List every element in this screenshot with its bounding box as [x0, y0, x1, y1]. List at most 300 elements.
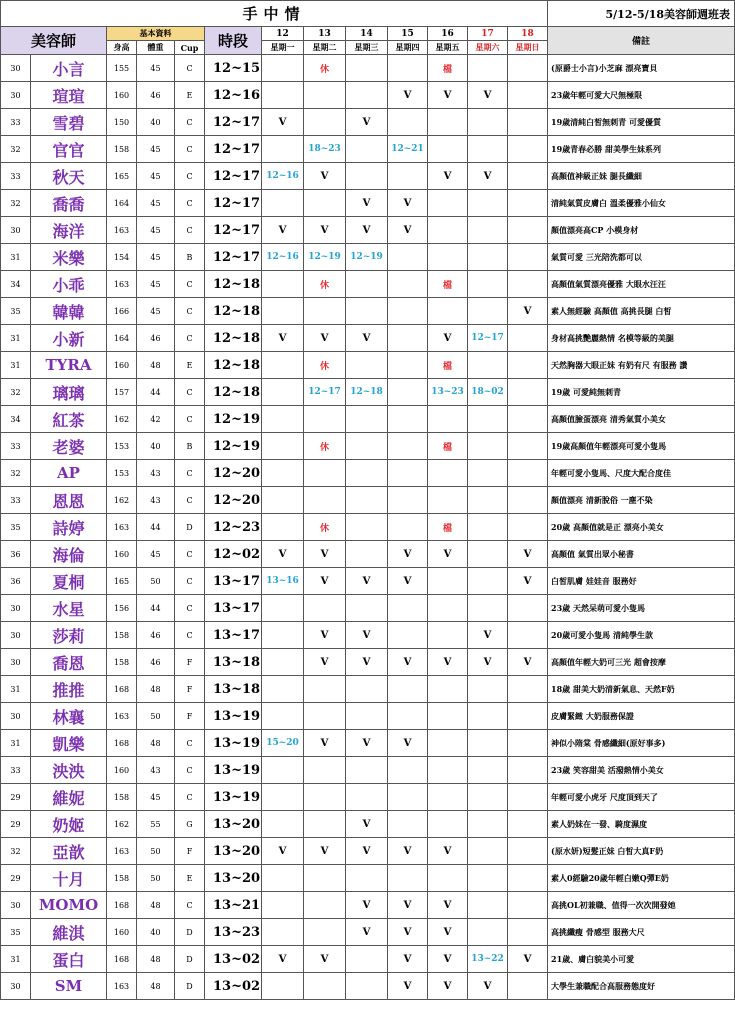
day-cell: [508, 676, 548, 703]
day-cell: [468, 244, 508, 271]
remark-cell: 19歲青春必勝 甜美學生妹系列: [548, 136, 735, 163]
table-row: [1, 136, 735, 163]
age-cell: 30: [1, 595, 31, 622]
day-cell: [304, 757, 346, 784]
table-row: [1, 703, 735, 730]
beautician-name: 海倫: [31, 541, 107, 568]
day-cell: 休: [304, 352, 346, 379]
cup-cell: C: [175, 325, 205, 352]
weekday-mon: 星期一: [262, 41, 304, 55]
beautician-name: 官官: [31, 136, 107, 163]
height-cell: 158: [107, 649, 137, 676]
day-cell: [262, 892, 304, 919]
day-cell: V: [304, 163, 346, 190]
day-num-12: 12: [262, 27, 304, 41]
age-cell: 30: [1, 703, 31, 730]
day-cell: [508, 730, 548, 757]
day-cell: [508, 811, 548, 838]
day-cell: [346, 298, 388, 325]
weekday-sun: 星期日: [508, 41, 548, 55]
height-cell: 155: [107, 55, 137, 82]
remark-cell: 19歲 可愛純無刺青: [548, 379, 735, 406]
age-cell: 36: [1, 541, 31, 568]
day-cell: [304, 460, 346, 487]
beautician-name: 小乖: [31, 271, 107, 298]
day-cell: [468, 136, 508, 163]
remark-cell: 年輕可愛小虎牙 尺度頂到天了: [548, 784, 735, 811]
day-cell: [428, 595, 468, 622]
period-header: 時段: [205, 27, 262, 55]
period-cell: 12~16: [205, 82, 262, 109]
weight-cell: 43: [137, 757, 175, 784]
day-cell: [428, 109, 468, 136]
day-cell: V: [304, 541, 346, 568]
period-cell: 12~18: [205, 379, 262, 406]
day-cell: [262, 298, 304, 325]
day-cell: V: [428, 82, 468, 109]
period-cell: 12~20: [205, 487, 262, 514]
day-cell: [428, 811, 468, 838]
table-row: [1, 433, 735, 460]
weight-cell: 43: [137, 460, 175, 487]
day-cell: [428, 190, 468, 217]
age-cell: 34: [1, 406, 31, 433]
cup-cell: C: [175, 784, 205, 811]
height-cell: 158: [107, 136, 137, 163]
weight-cell: 44: [137, 514, 175, 541]
day-cell: [346, 703, 388, 730]
cup-cell: C: [175, 487, 205, 514]
day-cell: V: [304, 838, 346, 865]
day-cell: [508, 460, 548, 487]
remark-cell: 皮膚緊緻 大奶服務保證: [548, 703, 735, 730]
cup-cell: D: [175, 919, 205, 946]
day-cell: V: [388, 730, 428, 757]
day-cell: V: [468, 622, 508, 649]
day-cell: V: [304, 325, 346, 352]
weight-cell: 44: [137, 595, 175, 622]
age-cell: 35: [1, 919, 31, 946]
weight-cell: 45: [137, 136, 175, 163]
day-cell: [428, 757, 468, 784]
height-cell: 160: [107, 757, 137, 784]
day-cell: 12~17: [304, 379, 346, 406]
table-row: [1, 919, 735, 946]
table-row: [1, 946, 735, 973]
day-cell: V: [508, 298, 548, 325]
remark-cell: (原爵士小言)小芝麻 漂亮寶貝: [548, 55, 735, 82]
remark-cell: 高顏值年輕大奶可三光 超會按摩: [548, 649, 735, 676]
weekday-thu: 星期四: [388, 41, 428, 55]
weight-cell: 40: [137, 919, 175, 946]
day-cell: V: [346, 649, 388, 676]
day-cell: 13~23: [428, 379, 468, 406]
weight-cell: 45: [137, 55, 175, 82]
day-cell: [468, 514, 508, 541]
day-cell: V: [428, 325, 468, 352]
day-cell: [388, 865, 428, 892]
height-cell: 166: [107, 298, 137, 325]
day-cell: [346, 784, 388, 811]
day-cell: [508, 757, 548, 784]
weight-cell: 46: [137, 649, 175, 676]
height-cell: 160: [107, 82, 137, 109]
day-cell: [262, 406, 304, 433]
beautician-name: 夏桐: [31, 568, 107, 595]
day-cell: [468, 433, 508, 460]
day-cell: [262, 784, 304, 811]
table-row: [1, 622, 735, 649]
day-cell: [262, 460, 304, 487]
day-cell: [262, 757, 304, 784]
weight-cell: 46: [137, 82, 175, 109]
period-cell: 12~18: [205, 298, 262, 325]
period-cell: 13~19: [205, 703, 262, 730]
weight-cell: 45: [137, 271, 175, 298]
day-cell: 13~16: [262, 568, 304, 595]
day-cell: V: [346, 622, 388, 649]
period-cell: 13~17: [205, 568, 262, 595]
beautician-name: 恩恩: [31, 487, 107, 514]
day-cell: [346, 865, 388, 892]
day-cell: [304, 973, 346, 1000]
table-row: [1, 82, 735, 109]
day-cell: V: [388, 973, 428, 1000]
cup-cell: C: [175, 460, 205, 487]
beautician-name: 凱樂: [31, 730, 107, 757]
cup-cell: C: [175, 190, 205, 217]
height-cell: 165: [107, 568, 137, 595]
page-title: 手中情: [1, 1, 548, 27]
height-cell: 163: [107, 838, 137, 865]
cup-cell: E: [175, 865, 205, 892]
cup-cell: C: [175, 109, 205, 136]
day-cell: [304, 190, 346, 217]
age-cell: 31: [1, 676, 31, 703]
weight-header: 體重: [137, 41, 175, 55]
height-cell: 163: [107, 217, 137, 244]
weight-cell: 50: [137, 703, 175, 730]
day-cell: [508, 514, 548, 541]
day-cell: V: [508, 946, 548, 973]
age-cell: 30: [1, 892, 31, 919]
day-cell: V: [346, 892, 388, 919]
beautician-name: AP: [31, 460, 107, 487]
weight-cell: 48: [137, 352, 175, 379]
day-cell: [468, 892, 508, 919]
cup-cell: F: [175, 703, 205, 730]
age-cell: 32: [1, 136, 31, 163]
table-row: [1, 676, 735, 703]
height-cell: 168: [107, 730, 137, 757]
table-row: [1, 514, 735, 541]
day-cell: [508, 622, 548, 649]
table-row: [1, 244, 735, 271]
day-cell: V: [428, 163, 468, 190]
day-cell: V: [508, 568, 548, 595]
table-row: [1, 865, 735, 892]
day-cell: V: [346, 730, 388, 757]
table-row: [1, 325, 735, 352]
period-cell: 12~02: [205, 541, 262, 568]
day-cell: [388, 298, 428, 325]
beautician-header: 美容師: [1, 27, 107, 55]
day-cell: 檔: [428, 271, 468, 298]
height-cell: 158: [107, 622, 137, 649]
day-cell: [304, 811, 346, 838]
remark-cell: 素人無經驗 高顏值 高挑長腿 白皙: [548, 298, 735, 325]
remark-cell: 21歲、膚白貌美小可愛: [548, 946, 735, 973]
cup-cell: E: [175, 82, 205, 109]
day-cell: [388, 271, 428, 298]
day-cell: V: [262, 946, 304, 973]
day-cell: V: [262, 217, 304, 244]
beautician-name: 小新: [31, 325, 107, 352]
table-row: [1, 55, 735, 82]
period-cell: 13~21: [205, 892, 262, 919]
day-cell: [346, 595, 388, 622]
period-cell: 12~17: [205, 244, 262, 271]
day-cell: V: [304, 946, 346, 973]
table-row: [1, 163, 735, 190]
day-cell: V: [346, 217, 388, 244]
day-cell: 休: [304, 514, 346, 541]
height-cell: 163: [107, 514, 137, 541]
weekday-sat: 星期六: [468, 41, 508, 55]
day-num-15: 15: [388, 27, 428, 41]
day-cell: V: [388, 190, 428, 217]
weight-cell: 45: [137, 784, 175, 811]
height-cell: 158: [107, 784, 137, 811]
cup-cell: C: [175, 757, 205, 784]
day-cell: 檔: [428, 433, 468, 460]
day-cell: [262, 514, 304, 541]
day-cell: V: [428, 946, 468, 973]
day-cell: [388, 757, 428, 784]
table-row: [1, 460, 735, 487]
day-cell: 15~20: [262, 730, 304, 757]
day-cell: [428, 622, 468, 649]
day-cell: 檔: [428, 55, 468, 82]
day-cell: [468, 190, 508, 217]
day-cell: [388, 703, 428, 730]
height-cell: 164: [107, 190, 137, 217]
day-cell: [388, 487, 428, 514]
day-cell: [388, 55, 428, 82]
beautician-name: 紅茶: [31, 406, 107, 433]
day-cell: V: [388, 946, 428, 973]
period-cell: 13~20: [205, 865, 262, 892]
period-cell: 13~02: [205, 946, 262, 973]
beautician-name: 莎莉: [31, 622, 107, 649]
height-cell: 154: [107, 244, 137, 271]
day-cell: V: [468, 649, 508, 676]
day-cell: 12~19: [304, 244, 346, 271]
day-cell: [346, 163, 388, 190]
day-cell: V: [388, 217, 428, 244]
table-row: [1, 352, 735, 379]
remark-cell: 高挑OL初兼職、值得一次次開發她: [548, 892, 735, 919]
day-cell: [468, 352, 508, 379]
beautician-name: 雪碧: [31, 109, 107, 136]
remarks-header: 備註: [548, 27, 735, 55]
cup-cell: G: [175, 811, 205, 838]
table-row: [1, 568, 735, 595]
day-cell: [428, 136, 468, 163]
day-cell: [508, 973, 548, 1000]
table-row: [1, 973, 735, 1000]
day-cell: [508, 487, 548, 514]
day-cell: [508, 271, 548, 298]
height-cell: 153: [107, 433, 137, 460]
age-cell: 30: [1, 82, 31, 109]
age-cell: 31: [1, 244, 31, 271]
period-cell: 12~17: [205, 163, 262, 190]
table-row: [1, 406, 735, 433]
beautician-name: 林襄: [31, 703, 107, 730]
day-cell: V: [262, 109, 304, 136]
day-cell: [428, 244, 468, 271]
day-cell: [508, 595, 548, 622]
age-cell: 30: [1, 55, 31, 82]
remark-cell: 20歲可愛小隻馬 清純學生款: [548, 622, 735, 649]
beautician-name: 泱泱: [31, 757, 107, 784]
day-cell: [346, 487, 388, 514]
day-cell: V: [388, 541, 428, 568]
day-cell: [468, 460, 508, 487]
day-cell: [508, 55, 548, 82]
table-row: [1, 892, 735, 919]
cup-cell: D: [175, 946, 205, 973]
cup-cell: B: [175, 244, 205, 271]
day-cell: [262, 676, 304, 703]
day-cell: V: [468, 163, 508, 190]
day-cell: [388, 406, 428, 433]
cup-cell: C: [175, 271, 205, 298]
day-cell: V: [304, 622, 346, 649]
day-cell: [508, 217, 548, 244]
day-cell: [468, 271, 508, 298]
weight-cell: 40: [137, 433, 175, 460]
table-row: [1, 541, 735, 568]
day-cell: [262, 622, 304, 649]
day-cell: [388, 622, 428, 649]
day-cell: [262, 55, 304, 82]
remark-cell: 高顏值 氣質出眾小秘書: [548, 541, 735, 568]
age-cell: 32: [1, 838, 31, 865]
age-cell: 31: [1, 946, 31, 973]
height-cell: 150: [107, 109, 137, 136]
weight-cell: 46: [137, 622, 175, 649]
period-cell: 12~23: [205, 514, 262, 541]
period-cell: 12~17: [205, 136, 262, 163]
beautician-name: 瑄瑄: [31, 82, 107, 109]
day-cell: [388, 379, 428, 406]
day-cell: [346, 676, 388, 703]
age-cell: 36: [1, 568, 31, 595]
weight-cell: 45: [137, 244, 175, 271]
weight-cell: 48: [137, 946, 175, 973]
day-cell: [428, 865, 468, 892]
day-cell: 休: [304, 433, 346, 460]
day-cell: [262, 271, 304, 298]
beautician-name: 韓韓: [31, 298, 107, 325]
day-cell: [468, 730, 508, 757]
cup-cell: C: [175, 406, 205, 433]
cup-cell: C: [175, 163, 205, 190]
day-cell: [468, 217, 508, 244]
period-cell: 13~20: [205, 811, 262, 838]
day-cell: 12~18: [346, 379, 388, 406]
height-cell: 168: [107, 676, 137, 703]
cup-cell: E: [175, 352, 205, 379]
day-cell: [468, 838, 508, 865]
age-cell: 33: [1, 487, 31, 514]
day-cell: V: [428, 892, 468, 919]
day-cell: [428, 730, 468, 757]
beautician-name: MOMO: [31, 892, 107, 919]
day-cell: V: [346, 811, 388, 838]
weight-cell: 45: [137, 190, 175, 217]
age-cell: 29: [1, 865, 31, 892]
day-cell: [428, 676, 468, 703]
day-cell: V: [428, 973, 468, 1000]
day-cell: [468, 703, 508, 730]
day-cell: [468, 487, 508, 514]
period-cell: 13~19: [205, 757, 262, 784]
period-cell: 13~23: [205, 919, 262, 946]
table-row: [1, 595, 735, 622]
day-cell: [346, 136, 388, 163]
cup-cell: C: [175, 730, 205, 757]
age-cell: 30: [1, 622, 31, 649]
height-cell: 160: [107, 352, 137, 379]
day-num-17: 17: [468, 27, 508, 41]
cup-cell: D: [175, 514, 205, 541]
day-cell: [388, 433, 428, 460]
remark-cell: 素人奶妹在一發、騎度濕度: [548, 811, 735, 838]
day-cell: [468, 109, 508, 136]
age-cell: 31: [1, 352, 31, 379]
day-cell: [468, 595, 508, 622]
day-cell: V: [262, 838, 304, 865]
beautician-name: TYRA: [31, 352, 107, 379]
day-cell: [262, 649, 304, 676]
remark-cell: 顏值漂亮 清新脫俗 一塵不染: [548, 487, 735, 514]
day-cell: [304, 865, 346, 892]
remark-cell: 18歲 甜美大奶清新氣息、天然F奶: [548, 676, 735, 703]
day-cell: [262, 703, 304, 730]
day-cell: [304, 298, 346, 325]
age-cell: 33: [1, 163, 31, 190]
title-row: [1, 1, 735, 27]
day-cell: V: [346, 190, 388, 217]
day-cell: [468, 406, 508, 433]
weight-cell: 48: [137, 730, 175, 757]
remark-cell: 23歲年輕可愛大尺無極限: [548, 82, 735, 109]
day-cell: [304, 487, 346, 514]
cup-cell: C: [175, 595, 205, 622]
day-cell: [508, 82, 548, 109]
day-cell: [304, 892, 346, 919]
age-cell: 30: [1, 649, 31, 676]
day-cell: [388, 352, 428, 379]
weight-cell: 42: [137, 406, 175, 433]
remark-cell: 19歲清純白皙無刺青 可愛優質: [548, 109, 735, 136]
period-cell: 12~17: [205, 190, 262, 217]
day-cell: [346, 433, 388, 460]
period-cell: 13~20: [205, 838, 262, 865]
